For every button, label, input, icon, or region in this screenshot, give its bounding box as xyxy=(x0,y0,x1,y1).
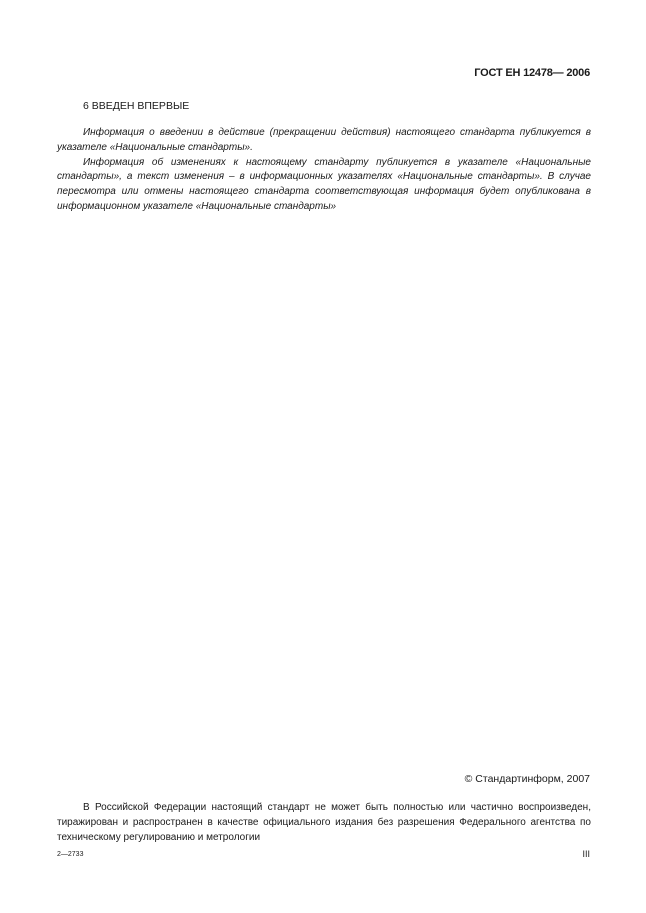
copyright-notice: © Стандартинформ, 2007 xyxy=(464,773,590,785)
publication-info xyxy=(57,126,591,215)
page-number: III xyxy=(582,849,590,859)
info-paragraph-introduction: Информация о введении в действие (прекращении действия) настоящего стандарта публикуется в указателе «Национальные стандарты». xyxy=(57,127,591,153)
document-id-header: ГОСТ ЕН 12478— 2006 xyxy=(474,67,590,79)
info-paragraph-changes: Информация об изменениях к настоящему стандарту публикуется в указателе «Национальные стандарты», а текст изменения – в информационных указателях «Национальные стандарты». В случае пересмотра или отмены настоящего стандарта соответствующая информация будет опубликована в информационном указателе «Национальные стандарты» xyxy=(57,156,591,212)
legal-notice xyxy=(57,800,591,845)
section-title: 6 ВВЕДЕН ВПЕРВЫЕ xyxy=(83,100,190,112)
legal-notice-text: В Российской Федерации настоящий стандарт не может быть полностью или частично воспроизведен, тиражирован и распространен в качестве официального издания без разрешения Федерального агентства по техническому регулированию и метрологии xyxy=(57,802,591,843)
print-code: 2—2733 xyxy=(57,851,84,858)
